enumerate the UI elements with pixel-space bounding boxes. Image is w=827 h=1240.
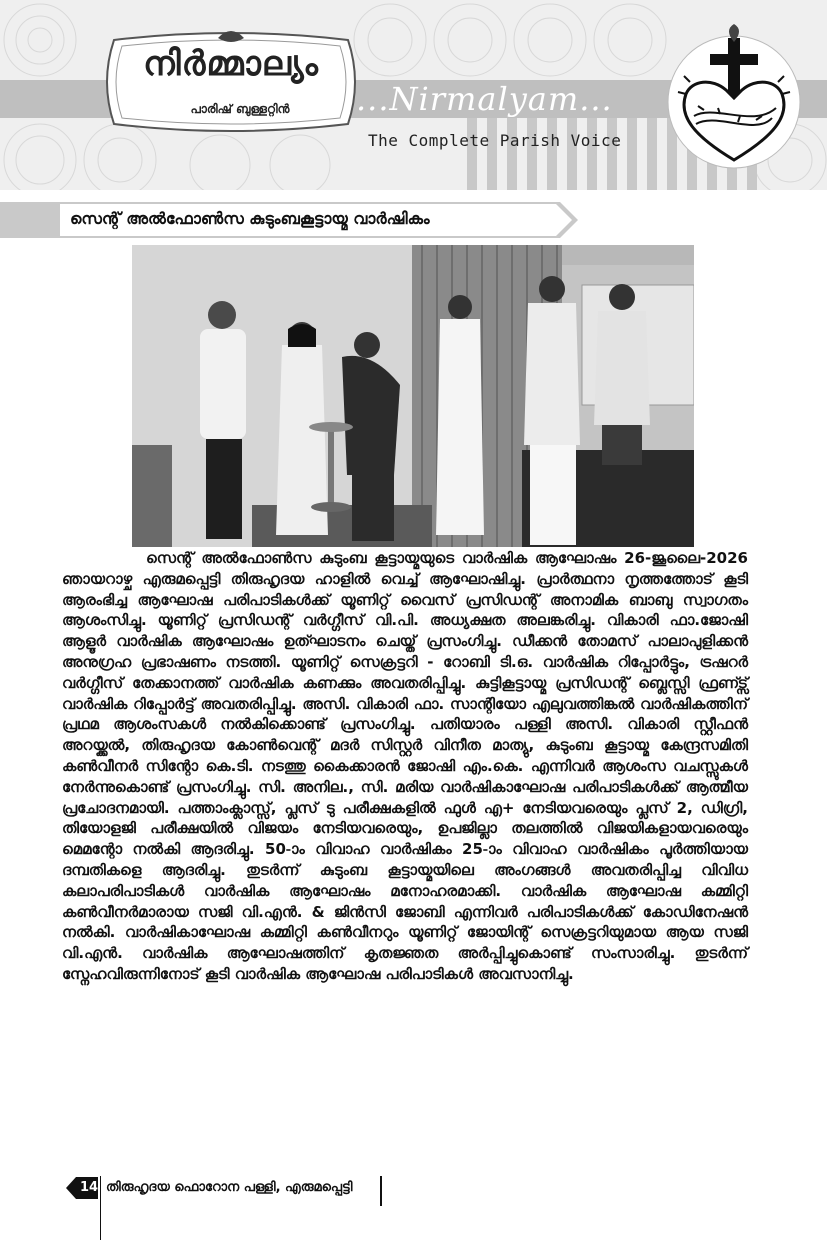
masthead <box>0 0 827 190</box>
article-body-text: സെന്റ് അൽഫോൺസ കുടുംബ കൂട്ടായ്മയുടെ വാർഷിക ആഘോഷം 26-ജൂലൈ-2026 ഞായറാഴ്ച എരുമപ്പെട്ടി തിരുഹൃദയ ഹാളിൽ വെച്ച് ആഘോഷിച്ചു. പ്രാർത്ഥനാ നൃത്തത്തോട് കൂടി ആരംഭിച്ച ആഘോഷ പരിപാടികൾക്ക് യൂണിറ്റ് വൈസ് പ്രസിഡന്റ് അനാമിക ബാബു സ്വാഗതം ആശംസിച്ചു. യൂണിറ്റ് പ്രസിഡന്റ് വർഗ്ഗീസ് വി.പി. അധ്യക്ഷത അലങ്കരിച്ചു. വികാരി ഫാ.ജോഷി ആളൂർ വാർഷിക ആഘോഷം ഉത്ഘാടനം ചെയ്ത് പ്രസംഗിച്ചു. ഡീക്കൻ തോമസ് പാലാപുളിക്കൻ അനുഗ്രഹ പ്രഭാഷണം നടത്തി. യൂണിറ്റ് സെക്രട്ടറി - റോബി ടി.ഒ. വാർഷിക റിപ്പോർട്ടും, ട്രഷറർ വർഗ്ഗീസ് തേക്കാനത്ത് വാർഷിക കണക്കും അവതരിപ്പിച്ചു. കുട്ടികൂട്ടായ്മ പ്രസിഡന്റ് ബ്ലെസ്സി ഫ്രണ്ട്സ് വാർഷിക റിപ്പോർട്ട് അവതരിപ്പിച്ചു. അസി. വികാരി ഫാ. സാന്റിയോ എലുവത്തിങ്കൽ വാർഷികത്തിന് പ്രഥമ ആശംസകൾ നൽകിക്കൊണ്ട് പ്രസംഗിച്ചു. പതിയാരം പള്ളി അസി. വികാരി സ്റ്റീഫൻ അറയ്ക്കൽ, തിരുഹൃദയ കോൺവെന്റ് മദർ സിസ്റ്റർ വിനീത മാത്യു, കുടുംബ കൂട്ടായ്മ കേന്ദ്രസമിതി കൺവീനർ സിന്റോ കെ.ടി. നടത്തു കൈക്കാരൻ ജോഷി എം.കെ. എന്നിവർ ആശംസ വചസ്സുകൾ നേർന്നുകൊണ്ട് പ്രസംഗിച്ചു. സി. അനില., സി. മരിയ വാർഷികാഘോഷ പരിപാടികൾക്ക് ആത്മീയ പ്രചോദനമായി. പത്താംക്ലാസ്സ്, പ്ലസ് ടു പരീക്ഷകളിൽ ഫുൾ എ+ നേടിയവരെയും പ്ലസ് 2, ഡിഗ്രി, തിയോളജി പരീക്ഷയിൽ വിജയം നേടിയവരെയും, ഉപജില്ലാ തലത്തിൽ വിജയികളായവരെയും മെമന്റോ നൽകി ആദരിച്ചു. 50-ാം വിവാഹ വാർഷികം 25-ാം വിവാഹ വാർഷികം പൂർത്തിയായ ദമ്പതികളെ ആദരിച്ചു. തുടർന്ന് കുടുംബ കൂട്ടായ്മയിലെ അംഗങ്ങൾ അവതരിപ്പിച്ച വിവിധ കലാപരിപാടികൾ വാർഷിക ആഘോഷം മനോഹരമാക്കി. വാർഷിക ആഘോഷ കമ്മിറ്റി കൺവീനർമാരായ സജി വി.എൻ. & ജിൻസി ജോബി എന്നിവർ പരിപാടികൾക്ക് കോഡിനേഷൻ നൽകി. വാർഷികാഘോഷ കമ്മിറ്റി കൺവീനറും യൂണിറ്റ് ജോയിന്റ് സെക്രട്ടറിയുമായ ആയ സജി വി.എൻ. വാർഷിക ആഘോഷത്തിന് കൃതജ്ഞത അർപ്പിച്ചുകൊണ്ട് സംസാരിച്ചു. തുടർന്ന് സ്നേഹവിരുന്നിനോട് കൂടി വാർഷിക ആഘോഷ പരിപാടികൾ അവസാനിച്ചു. <box>62 549 748 983</box>
logo-subtitle: പാരിഷ് ബുള്ളറ്റിൻ <box>190 102 290 116</box>
footer-separator <box>380 1176 382 1206</box>
brand-script: ...Nirmalyam... <box>356 80 613 118</box>
sacred-heart-cross-emblem-icon <box>664 24 804 174</box>
footer-rule <box>100 1176 101 1240</box>
article-body <box>62 548 748 985</box>
lamp-lighting-ceremony-photo-icon <box>132 245 694 547</box>
article-title: സെന്റ് അൽഫോൺസ കുടുംബകൂട്ടായ്മ വാർഷികം <box>70 209 430 228</box>
footer-parish-name: തിരുഹൃദയ ഫൊറോന പള്ളി, എരുമപ്പെട്ടി <box>106 1180 353 1195</box>
logo-title: നിർമ്മാല്യം <box>143 44 319 84</box>
tagline: The Complete Parish Voice <box>368 131 622 150</box>
page-number: 14 <box>80 1180 99 1195</box>
